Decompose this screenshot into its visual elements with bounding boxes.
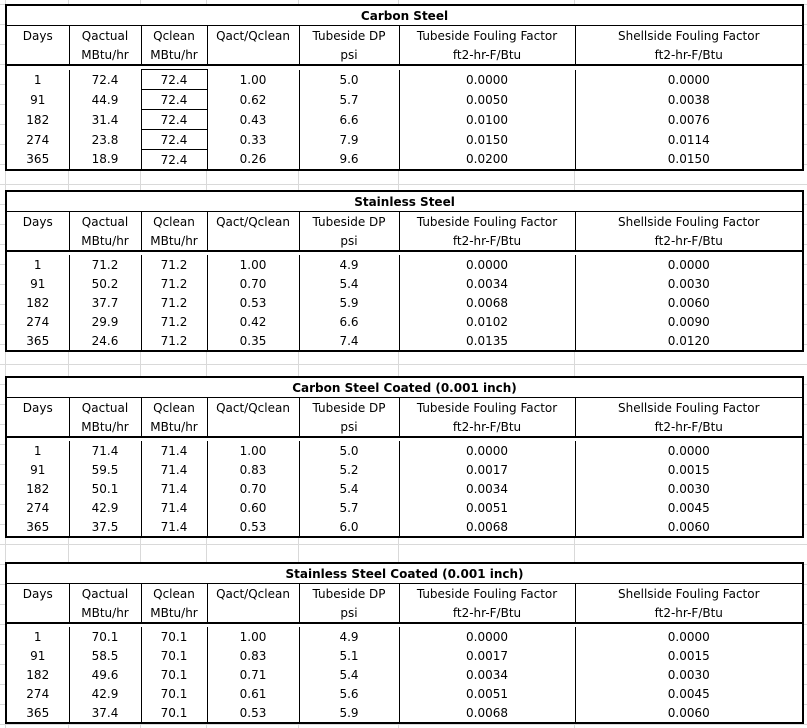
- table-title-row: [6, 5, 803, 26]
- column-header: Days: [22, 214, 53, 229]
- table-cell[interactable]: 71.2: [141, 293, 207, 312]
- table-cell[interactable]: 5.9: [299, 703, 399, 723]
- table-cell[interactable]: 0.0068: [399, 293, 575, 312]
- column-header: MBtu/hr: [141, 417, 207, 437]
- table-cell[interactable]: 0.0038: [575, 90, 803, 110]
- table-row: [6, 331, 803, 351]
- column-header: Tubeside DP: [299, 26, 399, 46]
- table-cell[interactable]: 91: [30, 92, 46, 107]
- column-header: Qactual: [69, 212, 141, 232]
- column-header: ft2-hr-F/Btu: [575, 45, 803, 65]
- table-cell[interactable]: 9.6: [299, 150, 399, 171]
- table-cell[interactable]: 70.1: [141, 665, 207, 684]
- table-cell[interactable]: 274: [26, 686, 50, 701]
- table-row: [6, 646, 803, 665]
- column-header: Tubeside DP: [299, 584, 399, 604]
- column-header: ft2-hr-F/Btu: [399, 231, 575, 251]
- table-cell[interactable]: 1: [33, 629, 42, 644]
- table-cell[interactable]: 6.0: [299, 517, 399, 537]
- column-header: ft2-hr-F/Btu: [575, 417, 803, 437]
- table-cell[interactable]: 0.62: [207, 90, 299, 110]
- column-header: Qclean: [141, 26, 207, 46]
- column-header: [207, 45, 299, 65]
- table-cell[interactable]: 50.1: [69, 479, 141, 498]
- column-header: [207, 231, 299, 251]
- table-cell[interactable]: 0.0017: [399, 646, 575, 665]
- column-header: Tubeside Fouling Factor: [399, 398, 575, 418]
- table-cell[interactable]: 182: [26, 667, 50, 682]
- column-header: Shellside Fouling Factor: [575, 398, 803, 418]
- table-cell[interactable]: 0.0068: [399, 517, 575, 537]
- table-cell[interactable]: 71.4: [69, 441, 141, 460]
- table-cell[interactable]: 0.0050: [399, 90, 575, 110]
- table-title-row: [6, 563, 803, 584]
- table-cell[interactable]: 37.5: [69, 517, 141, 537]
- header-row: [6, 26, 803, 46]
- table-cell[interactable]: 71.2: [141, 274, 207, 293]
- column-header: MBtu/hr: [141, 603, 207, 623]
- table-cell[interactable]: 0.0017: [399, 460, 575, 479]
- table-cell[interactable]: 0.0120: [575, 331, 803, 351]
- table-cell[interactable]: 5.6: [299, 684, 399, 703]
- column-header: Tubeside Fouling Factor: [399, 584, 575, 604]
- gridline: [0, 724, 807, 725]
- table-row: [6, 90, 803, 110]
- table-cell[interactable]: 23.8: [69, 130, 141, 150]
- table-row: [6, 498, 803, 517]
- column-header: Qact/Qclean: [207, 26, 299, 46]
- table-row: [6, 110, 803, 130]
- table-cell[interactable]: 72.4: [141, 150, 207, 171]
- table-cell[interactable]: 0.53: [207, 703, 299, 723]
- table-cell[interactable]: 18.9: [69, 150, 141, 171]
- table-cell[interactable]: 0.35: [207, 331, 299, 351]
- table-cell[interactable]: 5.7: [299, 498, 399, 517]
- table-cell[interactable]: 0.0114: [575, 130, 803, 150]
- table-cell[interactable]: 37.4: [69, 703, 141, 723]
- table-cell[interactable]: 70.1: [141, 684, 207, 703]
- table-cell[interactable]: 365: [26, 705, 50, 720]
- table-cell[interactable]: 0.0015: [575, 460, 803, 479]
- table-cell[interactable]: 0.0000: [575, 255, 803, 274]
- column-header: Tubeside DP: [299, 398, 399, 418]
- table-cell[interactable]: 71.2: [141, 312, 207, 331]
- column-header: Qclean: [141, 212, 207, 232]
- table-cell[interactable]: 58.5: [69, 646, 141, 665]
- table-cell[interactable]: 0.0000: [399, 441, 575, 460]
- header-row: [6, 584, 803, 604]
- table-cell[interactable]: 37.7: [69, 293, 141, 312]
- column-header: psi: [299, 417, 399, 437]
- table-cell[interactable]: 72.4: [141, 90, 207, 110]
- table-cell[interactable]: 5.4: [299, 665, 399, 684]
- column-header: Shellside Fouling Factor: [575, 584, 803, 604]
- table-cell[interactable]: 6.6: [299, 110, 399, 130]
- table-cell[interactable]: 0.33: [207, 130, 299, 150]
- table-cell[interactable]: 5.4: [299, 274, 399, 293]
- header-row: [6, 398, 803, 418]
- column-header: Qact/Qclean: [207, 398, 299, 418]
- table-cell[interactable]: 0.0060: [575, 517, 803, 537]
- table-cell[interactable]: 91: [30, 462, 46, 477]
- table-cell[interactable]: 42.9: [69, 498, 141, 517]
- table-cell[interactable]: 5.4: [299, 479, 399, 498]
- table-title: Carbon Steel: [6, 5, 803, 26]
- table-cell[interactable]: 0.0051: [399, 684, 575, 703]
- table-cell[interactable]: 49.6: [69, 665, 141, 684]
- table-row: [6, 703, 803, 723]
- table-cell[interactable]: 1.00: [207, 70, 299, 90]
- table-cell[interactable]: 59.5: [69, 460, 141, 479]
- table-cell[interactable]: 0.0068: [399, 703, 575, 723]
- table-row: [6, 665, 803, 684]
- column-header: [6, 45, 69, 65]
- table-cell[interactable]: 29.9: [69, 312, 141, 331]
- table-row: [6, 150, 803, 171]
- table-cell[interactable]: 0.71: [207, 665, 299, 684]
- table-cell[interactable]: 91: [30, 276, 46, 291]
- table-cell[interactable]: 5.0: [299, 70, 399, 90]
- column-header: Qactual: [69, 26, 141, 46]
- table-cell[interactable]: 0.0045: [575, 498, 803, 517]
- column-header: psi: [299, 603, 399, 623]
- table-cell[interactable]: 0.53: [207, 517, 299, 537]
- column-header: MBtu/hr: [141, 231, 207, 251]
- header-row: [6, 603, 803, 623]
- column-header: MBtu/hr: [69, 45, 141, 65]
- table-cell[interactable]: 0.0034: [399, 665, 575, 684]
- table-cell[interactable]: 72.4: [69, 70, 141, 90]
- table-row: [6, 274, 803, 293]
- column-header: ft2-hr-F/Btu: [575, 231, 803, 251]
- table-cell[interactable]: 0.0000: [575, 70, 803, 90]
- table-cell[interactable]: 5.7: [299, 90, 399, 110]
- table-cell[interactable]: 71.4: [141, 517, 207, 537]
- table-cell[interactable]: 72.4: [141, 110, 207, 130]
- table-cell[interactable]: 0.0015: [575, 646, 803, 665]
- header-row: [6, 231, 803, 251]
- table-cell[interactable]: 0.60: [207, 498, 299, 517]
- header-row: [6, 212, 803, 232]
- header-row: [6, 417, 803, 437]
- table-cell[interactable]: 5.2: [299, 460, 399, 479]
- table-cell[interactable]: 0.70: [207, 479, 299, 498]
- column-header: Shellside Fouling Factor: [575, 26, 803, 46]
- header-row: [6, 45, 803, 65]
- table-cell[interactable]: 0.0102: [399, 312, 575, 331]
- table-cell[interactable]: 7.4: [299, 331, 399, 351]
- table-cell[interactable]: 0.0000: [399, 70, 575, 90]
- table-cell[interactable]: 274: [26, 314, 50, 329]
- table-row: [6, 479, 803, 498]
- table-cell[interactable]: 5.9: [299, 293, 399, 312]
- table-cell[interactable]: 0.0076: [575, 110, 803, 130]
- table-cell[interactable]: 0.0060: [575, 703, 803, 723]
- table-cell[interactable]: 70.1: [141, 703, 207, 723]
- table-cell[interactable]: 0.83: [207, 646, 299, 665]
- table-cell[interactable]: 274: [26, 500, 50, 515]
- column-header: psi: [299, 45, 399, 65]
- table-cell[interactable]: 70.1: [69, 627, 141, 646]
- table-cell[interactable]: 0.0034: [399, 274, 575, 293]
- table-cell[interactable]: 70.1: [141, 646, 207, 665]
- data-table: [5, 190, 804, 352]
- table-cell[interactable]: 0.0100: [399, 110, 575, 130]
- table-cell[interactable]: 0.0000: [575, 441, 803, 460]
- table-row: [6, 130, 803, 150]
- table-cell[interactable]: 1.00: [207, 255, 299, 274]
- table-cell[interactable]: 50.2: [69, 274, 141, 293]
- column-header: ft2-hr-F/Btu: [399, 603, 575, 623]
- column-header: Qclean: [141, 398, 207, 418]
- table-cell[interactable]: 44.9: [69, 90, 141, 110]
- table-cell[interactable]: 0.53: [207, 293, 299, 312]
- column-header: psi: [299, 231, 399, 251]
- table-cell[interactable]: 0.0051: [399, 498, 575, 517]
- table-cell[interactable]: 1: [33, 72, 42, 87]
- table-cell[interactable]: 0.0030: [575, 274, 803, 293]
- table-cell[interactable]: 71.2: [141, 255, 207, 274]
- table-cell[interactable]: 91: [30, 648, 46, 663]
- table-cell[interactable]: 4.9: [299, 627, 399, 646]
- table-cell[interactable]: 0.42: [207, 312, 299, 331]
- table-cell[interactable]: 1: [33, 443, 42, 458]
- table-cell[interactable]: 0.26: [207, 150, 299, 171]
- table-cell[interactable]: 0.0090: [575, 312, 803, 331]
- table-title-row: [6, 191, 803, 212]
- table-cell[interactable]: 70.1: [141, 627, 207, 646]
- table-cell[interactable]: 182: [26, 295, 50, 310]
- table-cell[interactable]: 0.0034: [399, 479, 575, 498]
- column-header: MBtu/hr: [141, 45, 207, 65]
- table-cell[interactable]: 71.4: [141, 460, 207, 479]
- column-header: Days: [22, 586, 53, 601]
- table-cell[interactable]: 4.9: [299, 255, 399, 274]
- table-cell[interactable]: 1.00: [207, 441, 299, 460]
- table-cell[interactable]: 71.2: [141, 331, 207, 351]
- table-row: [6, 293, 803, 312]
- table-cell[interactable]: 0.0135: [399, 331, 575, 351]
- table-row: [6, 70, 803, 90]
- table-cell[interactable]: 274: [26, 132, 50, 147]
- table-cell[interactable]: 31.4: [69, 110, 141, 130]
- table-row: [6, 255, 803, 274]
- table-row: [6, 627, 803, 646]
- data-table: [5, 562, 804, 724]
- column-header: Days: [22, 28, 53, 43]
- table-cell[interactable]: 0.43: [207, 110, 299, 130]
- table-cell[interactable]: 0.0000: [575, 627, 803, 646]
- column-header: Tubeside Fouling Factor: [399, 212, 575, 232]
- table-cell[interactable]: 0.83: [207, 460, 299, 479]
- data-table: [5, 376, 804, 538]
- table-cell[interactable]: 0.61: [207, 684, 299, 703]
- column-header: [207, 417, 299, 437]
- column-header: Days: [22, 400, 53, 415]
- column-header: Tubeside Fouling Factor: [399, 26, 575, 46]
- table-row: [6, 517, 803, 537]
- table-cell[interactable]: 72.4: [141, 70, 207, 90]
- column-header: Qact/Qclean: [207, 212, 299, 232]
- column-header: MBtu/hr: [69, 231, 141, 251]
- table-cell[interactable]: 72.4: [141, 130, 207, 150]
- column-header: MBtu/hr: [69, 603, 141, 623]
- table-row: [6, 312, 803, 331]
- table-cell[interactable]: 0.0045: [575, 684, 803, 703]
- table-title-row: [6, 377, 803, 398]
- table-cell[interactable]: 0.0060: [575, 293, 803, 312]
- column-header: MBtu/hr: [69, 417, 141, 437]
- table-cell[interactable]: 71.4: [141, 441, 207, 460]
- column-header: ft2-hr-F/Btu: [399, 417, 575, 437]
- column-header: [6, 603, 69, 623]
- table-title: Carbon Steel Coated (0.001 inch): [6, 377, 803, 398]
- table-row: [6, 441, 803, 460]
- column-header: [6, 231, 69, 251]
- table-cell[interactable]: 0.0000: [399, 627, 575, 646]
- table-cell[interactable]: 0.0200: [399, 150, 575, 171]
- gridline: [0, 184, 807, 185]
- gridline: [0, 544, 807, 545]
- table-cell[interactable]: 71.4: [141, 479, 207, 498]
- column-header: ft2-hr-F/Btu: [399, 45, 575, 65]
- column-header: Qactual: [69, 584, 141, 604]
- table-cell[interactable]: 6.6: [299, 312, 399, 331]
- table-cell[interactable]: 5.0: [299, 441, 399, 460]
- table-cell[interactable]: 0.0150: [399, 130, 575, 150]
- table-row: [6, 460, 803, 479]
- table-cell[interactable]: 365: [26, 152, 50, 167]
- table-cell[interactable]: 0.0030: [575, 665, 803, 684]
- table-cell[interactable]: 365: [26, 519, 50, 534]
- table-cell[interactable]: 1.00: [207, 627, 299, 646]
- table-row: [6, 684, 803, 703]
- data-table: [5, 4, 804, 171]
- table-cell[interactable]: 1: [33, 257, 42, 272]
- gridline: [0, 364, 807, 365]
- column-header: [207, 603, 299, 623]
- table-title: Stainless Steel Coated (0.001 inch): [6, 563, 803, 584]
- column-header: Qact/Qclean: [207, 584, 299, 604]
- table-cell[interactable]: 71.4: [141, 498, 207, 517]
- table-cell[interactable]: 24.6: [69, 331, 141, 351]
- table-cell[interactable]: 0.0030: [575, 479, 803, 498]
- column-header: [6, 417, 69, 437]
- table-title: Stainless Steel: [6, 191, 803, 212]
- table-cell[interactable]: 365: [26, 333, 50, 348]
- column-header: Shellside Fouling Factor: [575, 212, 803, 232]
- table-cell[interactable]: 42.9: [69, 684, 141, 703]
- column-header: Qactual: [69, 398, 141, 418]
- column-header: Tubeside DP: [299, 212, 399, 232]
- column-header: ft2-hr-F/Btu: [575, 603, 803, 623]
- table-cell[interactable]: 0.0000: [399, 255, 575, 274]
- table-cell[interactable]: 5.1: [299, 646, 399, 665]
- table-cell[interactable]: 182: [26, 112, 50, 127]
- column-header: Qclean: [141, 584, 207, 604]
- table-cell[interactable]: 0.70: [207, 274, 299, 293]
- table-cell[interactable]: 71.2: [69, 255, 141, 274]
- table-cell[interactable]: 7.9: [299, 130, 399, 150]
- table-cell[interactable]: 0.0150: [575, 150, 803, 171]
- table-cell[interactable]: 182: [26, 481, 50, 496]
